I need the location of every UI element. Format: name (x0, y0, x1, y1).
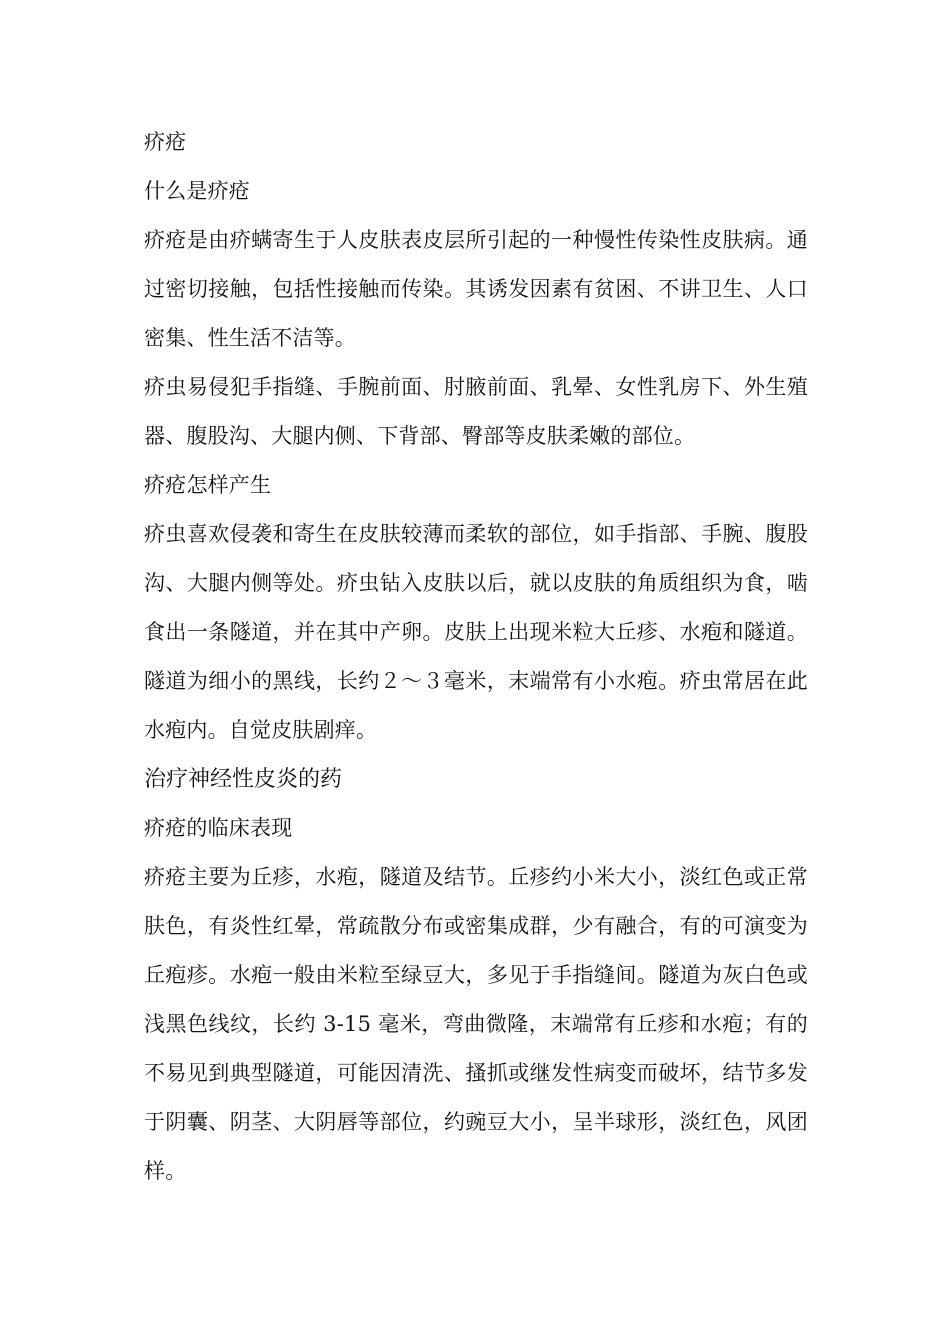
related-heading-link[interactable]: 治疗神经性皮炎的药 (144, 767, 343, 792)
paragraph-cause: 疥虫喜欢侵袭和寄生在皮肤较薄而柔软的部位，如手指部、手腕、腹股沟、大腿内侧等处。疥虫钻入皮肤以后，就以皮肤的角质组织为食，啮食出一条隧道，并在其中产卵。皮肤上出现米粒大丘疹、水疱和隧道。隧道为细小的黑线，长约２～３毫米，末端常有小水疱。疥虫常居在此水疱内。自觉皮肤剧痒。 (144, 522, 808, 742)
document-title: 疥疮 (144, 130, 187, 154)
section-title-clinical: 疥疮的临床表现 (144, 816, 293, 840)
paragraph-clinical: 疥疮主要为丘疹，水疱，隧道及结节。丘疹约小米大小，淡红色或正常肤色，有炎性红晕，常疏散分布或密集成群，少有融合，有的可演变为丘疱疹。水疱一般由米粒至绿豆大，多见于手指缝间。隧道为灰白色或浅黑色线纹，长约 3-15 毫米，弯曲微隆，末端常有丘疹和水疱；有的不易见到典型隧道，可能因清洗、搔抓或继发性病变而破坏，结节多发于阴囊、阴茎、大阴唇等部位，约豌豆大小，呈半球形，淡红色，风团样。 (144, 865, 808, 1183)
section-title-what-is: 什么是疥疮 (144, 179, 250, 203)
paragraph-affected-areas: 疥虫易侵犯手指缝、手腕前面、肘腋前面、乳晕、女性乳房下、外生殖器、腹股沟、大腿内侧、下背部、臀部等皮肤柔嫩的部位。 (144, 375, 808, 448)
paragraph-definition: 疥疮是由疥螨寄生于人皮肤表皮层所引起的一种慢性传染性皮肤病。通过密切接触，包括性接触而传染。其诱发因素有贫困、不讲卫生、人口密集、性生活不洁等。 (144, 228, 808, 350)
section-title-cause: 疥疮怎样产生 (144, 473, 272, 497)
document-body (144, 118, 808, 1196)
